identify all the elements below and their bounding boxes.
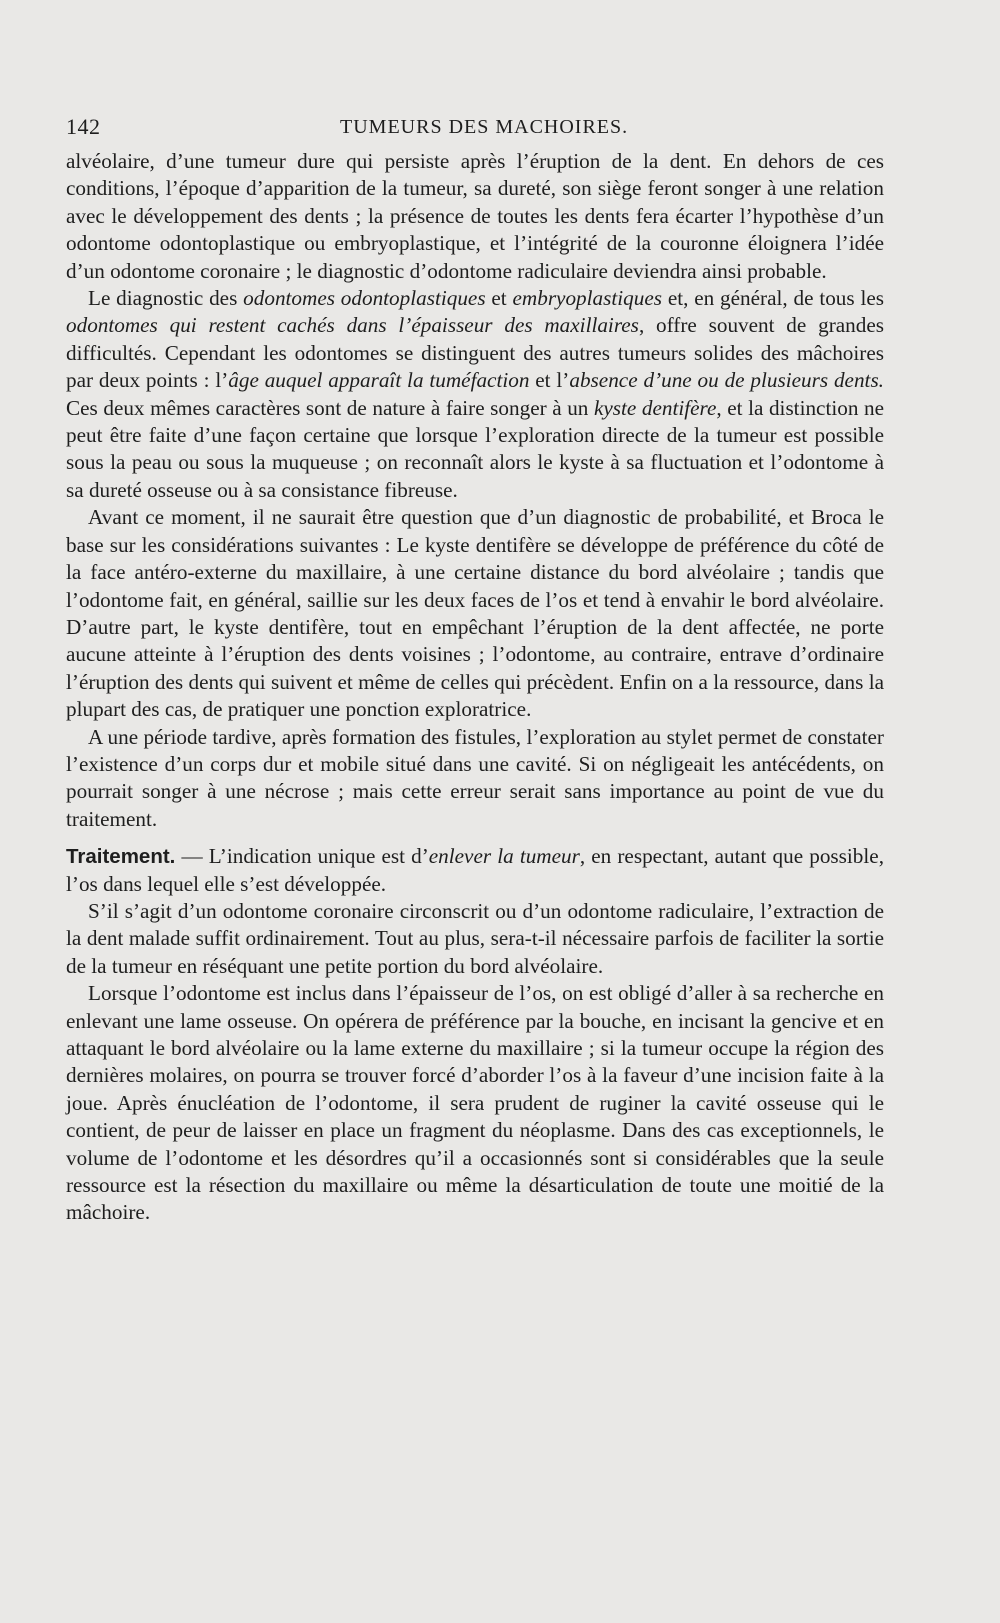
paragraph-continued: alvéolaire, d’une tumeur dure qui persiste après l’éruption de la dent. En dehors de ces conditions, l’époque d’apparition de la tumeur, sa dureté, son siège feront songer à une relation avec le développement des dents ; la présence de toutes les dents fera écarter l’hypothèse d’un odontome odontoplastique ou embryoplastique, et l’intégrité de la couronne éloignera l’idée d’un odontome coronaire ; le diagnostic d’odontome radiculaire deviendra ainsi probable. xyxy=(66,149,884,283)
paragraph-extraction: S’il s’agit d’un odontome coronaire circonscrit ou d’un odontome radiculaire, l’extraction de la dent malade suffit ordinairement. Tout au plus, sera-t-il nécessaire parfois de faciliter la sortie de la tumeur en réséquant une petite portion du bord alvéolaire. xyxy=(66,898,884,978)
italic-run: odontomes qui restent cachés dans l’épaisseur des maxillaires xyxy=(66,313,639,338)
paragraph-broca: Avant ce moment, il ne saurait être question que d’un diagnostic de probabilité, et Broca le base sur les considérations suivantes : Le kyste dentifère se développe de préférence du côté de la face antéro-externe du maxillaire, à une certaine distance du bord alvéolaire ; tandis que l’odontome fait, en général, saillie sur les deux faces de l’os et tend à envahir le bord alvéolaire. D’autre part, le kyste dentifère, tout en empêchant l’éruption de la dent affectée, ne porte aucune atteinte à l’éruption des dents voisines ; l’odontome, au contraire, entrave d’ordinaire l’éruption des dents qui suivent et même de celles qui précèdent. Enfin on a la ressource, dans la plupart des cas, de pratiquer une ponction exploratrice. xyxy=(66,505,884,722)
italic-run: enlever la tumeur xyxy=(428,844,580,869)
text-run: et, en général, de tous les xyxy=(662,286,885,311)
text-run: et l’ xyxy=(529,368,570,393)
paragraph-traitement xyxy=(66,843,884,898)
italic-run: embryoplastiques xyxy=(512,286,662,311)
text-run: — L’indication unique est d’ xyxy=(175,844,429,869)
page-number: 142 xyxy=(66,114,101,139)
italic-run: âge auquel apparaît la tuméfaction xyxy=(228,368,530,393)
text-run: , en respectant, autant que possible, l’os dans lequel elle s’est développée. xyxy=(66,844,884,896)
text-run: , et la distinction ne peut être faite d’une façon certaine que lorsque l’exploration directe de la tumeur est possible sous la peau ou sous la muqueuse ; on reconnaît alors le kyste à sa fluctuation et l’odontome à sa dureté osseuse ou à sa consistance fibreuse. xyxy=(66,395,884,502)
text-run: et xyxy=(485,286,513,311)
text-run: Ces deux mêmes caractères sont de nature à faire songer à un xyxy=(66,395,594,420)
italic-run: absence d’une ou de plusieurs dents. xyxy=(569,368,884,393)
paragraph-inclusion: Lorsque l’odontome est inclus dans l’épaisseur de l’os, on est obligé d’aller à sa recherche en enlevant une lame osseuse. On opérera de préférence par la bouche, en incisant la gencive et en attaquant le bord alvéolaire ou la lame externe du maxillaire ; si la tumeur occupe la région des dernières molaires, on pourra se trouver forcé d’aborder l’os à la faveur d’une incision faite à la joue. Après énucléation de l’odontome, il sera prudent de ruginer la cavité osseuse qui le contient, de peur de laisser en place un fragment du néoplasme. Dans des cas exceptionnels, le volume de l’odontome et les désordres qu’il a occasionnés sont si considérables que la seule ressource est la résection du maxillaire ou même la désarticulation de toute une moitié de la mâchoire. xyxy=(66,981,884,1225)
italic-run: odontomes odontoplastiques xyxy=(243,286,486,311)
body-text xyxy=(66,148,884,1227)
text-run: Le diagnostic des xyxy=(88,286,244,311)
running-title: TUMEURS DES MACHOIRES. xyxy=(340,116,629,138)
section-heading: Traitement. xyxy=(66,845,176,869)
text-run: , offre souvent de grandes difficultés. Cependant les odontomes se distinguent des autres tumeurs solides des mâchoires par deux points : l’ xyxy=(66,313,884,393)
paragraph-periode-tardive: A une période tardive, après formation des fistules, l’exploration au stylet permet de constater l’existence d’un corps dur et mobile situé dans une cavité. Si on négligeait les antécédents, on pourrait songer à une nécrose ; mais cette erreur serait sans importance au point de vue du traitement. xyxy=(66,724,884,831)
italic-run: kyste dentifère xyxy=(593,395,717,420)
paragraph-diagnostic xyxy=(66,285,884,504)
